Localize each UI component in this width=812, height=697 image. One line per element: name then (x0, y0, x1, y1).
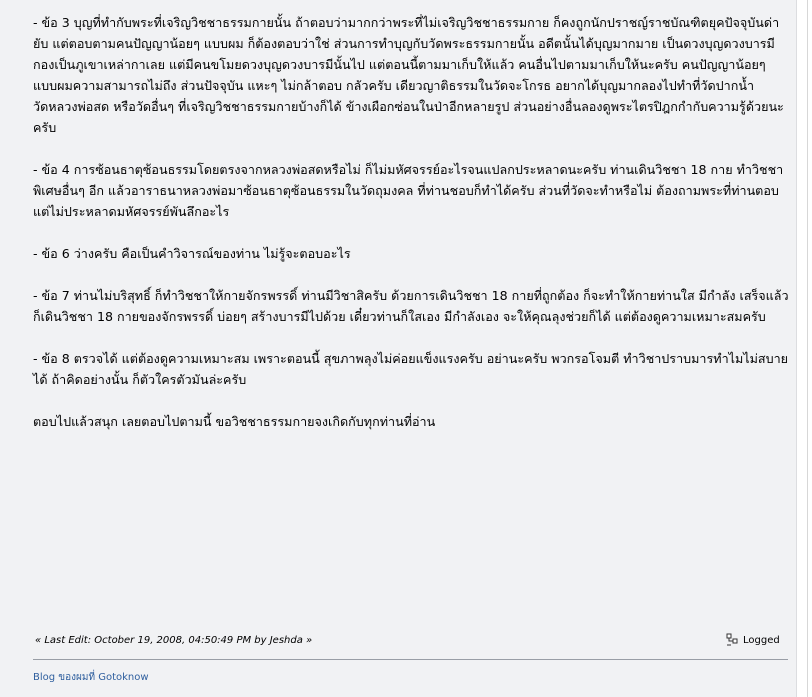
post-paragraph-1: - ข้อ 3 บุญที่ทำกับพระที่เจริญวิชชาธรรมกายนั้น ถ้าตอบว่ามากกว่าพระที่ไม่เจริญวิชชาธรรมกาย ก็คงถูกนักปราชญ์ราชบัณฑิตยุคปัจจุบันด่ายับ แต่ตอบตามคนปัญญาน้อยๆ แบบผม ก็ต้องตอบว่าใช่ ส่วนการทำบุญกับวัดพระธรรมกายนั้น อดีตนั้นได้บุญมากมาย เป็นดวงบุญดวงบารมีกองเป็นภูเขาเหล่ากาเลย แต่มีคนขโมยดวงบุญดวงบารมีนั้นไป แต่ตอนนี้ตามมาเก็บให้แล้ว คนอื่นไปตามมาเก็บให้นะครับ คนปัญญาน้อยๆ แบบผมความสามารถไม่ถึง ส่วนปัจจุบัน แหะๆ ไม่กล้าตอบ กลัวครับ เดียวญาติธรรมในวัดจะโกรธ อยากได้บุญมากลองไปทำที่วัดปากน้ำ วัดหลวงพ่อสด หรือวัดอื่นๆ ที่เจริญวิชชาธรรมกายบ้างก็ได้ ข้างเผือกซ่อนในป่าอีกหลายรูป ส่วนอย่างอื่นลองดูพระไตรปิฎกกำกับความรู้ด้วยนะครับ (33, 15, 784, 135)
post-paragraph-5: - ข้อ 8 ตรวจได้ แต่ต้องดูความเหมาะสม เพราะตอนนี้ สุขภาพลุงไม่ค่อยแข็งแรงครับ อย่านะครับ พวกรอโจมตี ทำวิชาปราบมารทำไมไม่สบายได้ ถ้าคิดอย่างนั้น ก็ตัวใครตัวมันล่ะครับ (33, 351, 789, 387)
post-paragraph-2: - ข้อ 4 การซ้อนธาตุซ้อนธรรมโดยตรงจากหลวงพ่อสดหรือไม่ ก็ไม่มหัศจรรย์อะไรจนแปลกประหลาดนะครับ ท่านเดินวิชชา 18 กาย ทำวิชชาพิเศษอื่นๆ อีก แล้วอาราธนาหลวงพ่อมาซ้อนธาตุซ้อนธรรมในวัดถุมงคล ที่ท่านชอบก็ทำได้ครับ ส่วนที่วัดจะทำหรือไม่ ต้องถามพระที่ท่านตอบ แต่ไม่ประหลาดมหัศจรรย์พันลึกอะไร (33, 162, 784, 219)
signature-link[interactable]: Blog ของผมที่ Gotoknow (33, 672, 149, 683)
signature-separator (33, 659, 788, 660)
logged-label: Logged (743, 634, 780, 646)
ip-logged-icon (726, 633, 740, 647)
ip-logged[interactable] (726, 633, 780, 647)
post-paragraph-6: ตอบไปแล้วสนุก เลยตอบไปตามนี้ ขอวิชชาธรรมกายจงเกิดกับทุกท่านที่อ่าน (33, 414, 436, 429)
post-paragraph-4: - ข้อ 7 ท่านไม่บริสุทธิ์ ก็ทำวิชชาให้กายจักรพรรดิ์ ท่านมีวิชาสิครับ ด้วยการเดินวิชชา 18 กายที่ถูกต้อง ก็จะทำให้กายท่านใส มีกำลัง เสร็จแล้วก็เดินวิชชา 18 กายของจักรพรรดิ์ บ่อยๆ สร้างบารมีไปด้วย เดี๋ยวท่านก็ใสเอง มีกำลังเอง จะให้คุณลุงช่วยก็ได้ แต่ต้องดูความเหมาะสมครับ (33, 288, 789, 324)
post-body (33, 12, 790, 453)
post-paragraph-3: - ข้อ 6 ว่างครับ คือเป็นคำวิจารณ์ของท่าน ไม่รู้จะตอบอะไร (33, 246, 351, 261)
last-edit-note: « Last Edit: October 19, 2008, 04:50:49 PM by Jeshda » (35, 635, 313, 646)
